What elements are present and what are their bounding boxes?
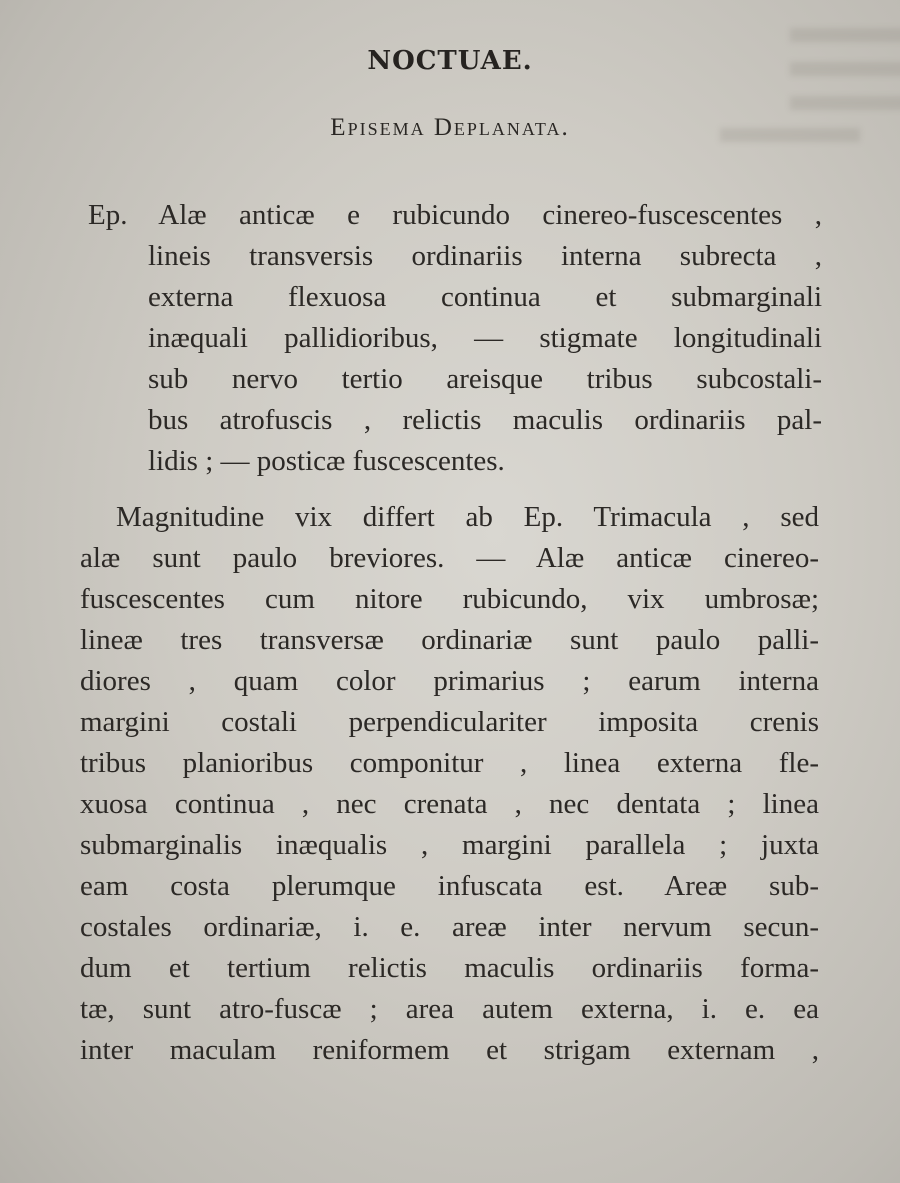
body-line: inter maculam reniformem et strigam externam , — [80, 1034, 819, 1066]
description-line: inæquali pallidioribus, — stigmate longitudinali — [148, 322, 822, 354]
body-line: dum et tertium relictis maculis ordinariis forma- — [80, 952, 819, 984]
body-line: fuscescentes cum nitore rubicundo, vix umbrosæ; — [80, 583, 819, 615]
bleed-through-text — [790, 28, 900, 42]
body-line: tæ, sunt atro-fuscæ ; area autem externa, i. e. ea — [80, 993, 819, 1025]
body-line: eam costa plerumque infuscata est. Areæ sub- — [80, 870, 819, 902]
description-line: lineis transversis ordinariis interna subrecta , — [148, 240, 822, 272]
description-line: sub nervo tertio areisque tribus subcostali- — [148, 363, 822, 395]
body-line: submarginalis inæqualis , margini parallela ; juxta — [80, 829, 819, 861]
description-line: externa flexuosa continua et submarginali — [148, 281, 822, 313]
description-line: lidis ; — posticæ fuscescentes. — [148, 445, 505, 477]
description-line: bus atrofuscis , relictis maculis ordinariis pal- — [148, 404, 822, 436]
body-line: margini costali perpendiculariter imposita crenis — [80, 706, 819, 738]
body-line: costales ordinariæ, i. e. areæ inter nervum secun- — [80, 911, 819, 943]
species-title: Episema Deplanata. — [330, 114, 570, 141]
body-line: diores , quam color primarius ; earum interna — [80, 665, 819, 697]
body-line: alæ sunt paulo breviores. — Alæ anticæ cinereo- — [80, 542, 819, 574]
body-line: tribus planioribus componitur , linea externa fle- — [80, 747, 819, 779]
bleed-through-text — [790, 96, 900, 110]
body-line: lineæ tres transversæ ordinariæ sunt paulo palli- — [80, 624, 819, 656]
description-line: Ep. Alæ anticæ e rubicundo cinereo-fuscescentes , — [88, 199, 822, 231]
body-line: Magnitudine vix differt ab Ep. Trimacula , sed — [116, 501, 819, 533]
body-line: xuosa continua , nec crenata , nec dentata ; linea — [80, 788, 819, 820]
section-heading: NOCTUAE. — [367, 46, 533, 76]
